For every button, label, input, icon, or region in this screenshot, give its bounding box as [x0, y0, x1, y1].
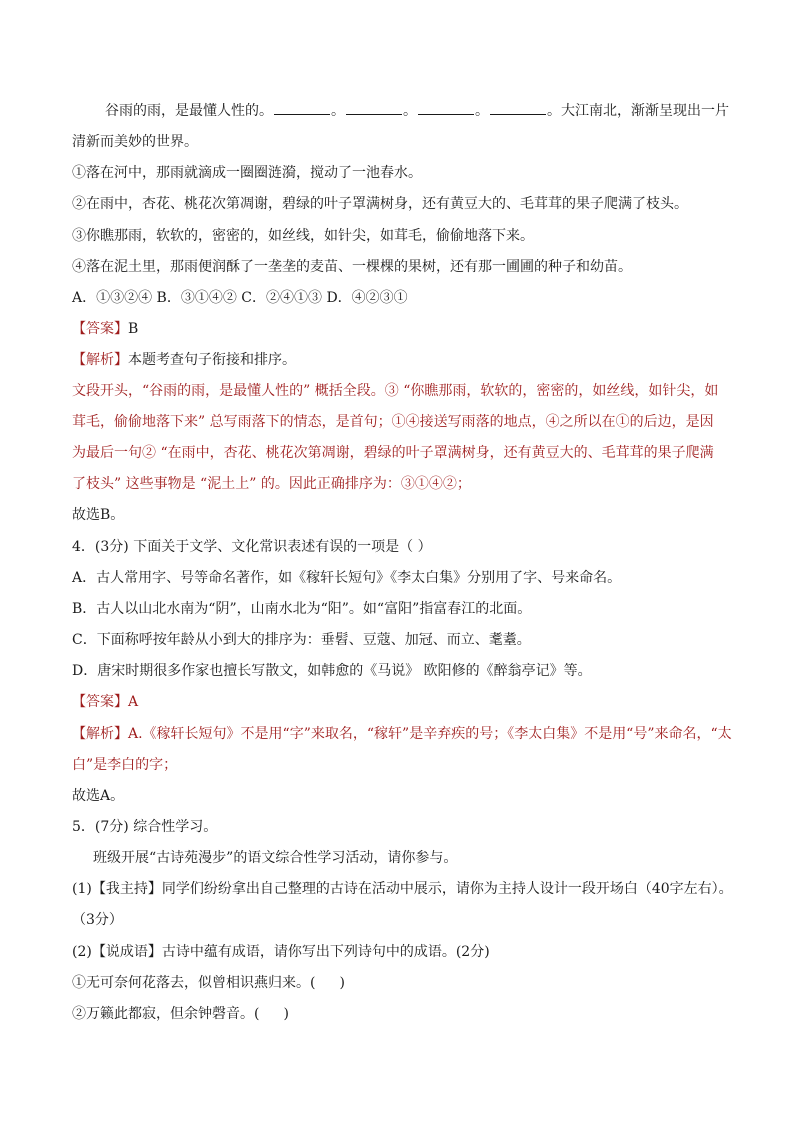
q3-analysis-line-3: 为最后一句② “在雨中，杏花、桃花次第凋谢，碧绿的叶子罩满树身，还有黄豆大的、毛茸茸的果子爬满	[72, 445, 714, 461]
q3-analysis-line-4: 了枝头” 这些事物是 “泥土上” 的。因此正确排序为：③①④②；	[72, 476, 471, 492]
blank-2[interactable]	[346, 101, 402, 115]
sentence-2: ②在雨中，杏花、桃花次第凋谢，碧绿的叶子罩满树身，还有黄豆大的、毛茸茸的果子爬满了枝头。	[72, 196, 688, 212]
q4-analysis-line-1	[72, 724, 732, 744]
q4-option-a: A．古人常用字、号等命名著作，如《稼轩长短句》《李太白集》分别用了字、号来命名。	[72, 570, 622, 586]
passage-line-1	[105, 101, 755, 121]
passage-lead: 谷雨的雨，是最懂人性的。	[105, 103, 273, 119]
analysis-intro: 本题考查句子衔接和排序。	[128, 352, 296, 368]
q4-stem: 4．(3分) 下面关于文学、文化常识表述有误的一项是（ ）	[72, 539, 432, 555]
analysis-tag: 【解析】	[72, 726, 128, 742]
blank-4[interactable]	[490, 101, 546, 115]
q5-part-1: (1)【我主持】同学们纷纷拿出自己整理的古诗在活动中展示，请你为主持人设计一段开场白（40字左右）。	[72, 881, 733, 897]
paren-close: )	[283, 1006, 289, 1022]
item-1-text: ①无可奈何花落去，似曾相识燕归来。(	[72, 975, 316, 991]
q4-option-d: D．唐宋时期很多作家也擅长写散文，如韩愈的《马说》 欧阳修的《醉翁亭记》等。	[72, 663, 592, 679]
q4-choose: 故选A。	[72, 788, 125, 804]
q4-option-b: B．古人以山北水南为“阴”，山南水北为“阳”。如“富阳”指富春江的北面。	[72, 601, 532, 617]
q5-part-2: (2)【说成语】古诗中蕴有成语，请你写出下列诗句中的成语。(2分)	[72, 944, 490, 960]
q5-part-1-score: （3分）	[72, 912, 123, 928]
q5-item-2	[72, 1004, 722, 1024]
q3-options: A．①③②④ B．③①④② C．②④①③ D．④②③①	[72, 290, 408, 306]
answer-value: B	[128, 321, 139, 337]
paren-close: )	[339, 975, 345, 991]
q4-analysis-line-2: 白”是李白的字；	[72, 757, 178, 773]
q3-analysis	[72, 350, 722, 370]
q5-stem: 5．(7分) 综合性学习。	[72, 819, 218, 835]
answer-tag: 【答案】	[72, 321, 128, 337]
passage-tail: 。大江南北，渐渐呈现出一片	[547, 103, 729, 119]
sentence-3: ③你瞧那雨，软软的，密密的，如丝线，如针尖，如茸毛，偷偷地落下来。	[72, 228, 534, 244]
q3-choose: 故选B。	[72, 507, 125, 523]
blank-1[interactable]	[274, 101, 330, 115]
blank-3[interactable]	[418, 101, 474, 115]
passage-line-2: 清新而美妙的世界。	[72, 134, 198, 150]
q3-analysis-line-2: 茸毛，偷偷地落下来” 总写雨落下的情态，是首句；①④接送写雨落的地点，④之所以在①的后边，是因	[72, 414, 714, 430]
q5-item-1	[72, 973, 722, 993]
q4-option-c: C．下面称呼按年龄从小到大的排序为：垂髫、豆蔻、加冠、而立、耄耋。	[72, 632, 531, 648]
answer-tag: 【答案】	[72, 694, 128, 710]
q3-answer	[72, 319, 722, 339]
separator: 。	[331, 103, 345, 119]
separator: 。	[403, 103, 417, 119]
q3-analysis-line-1: 文段开头，“谷雨的雨，是最懂人性的” 概括全段。③ “你瞧那雨，软软的，密密的，如丝线，如针尖，如	[72, 383, 719, 399]
sentence-1: ①落在河中，那雨就滴成一圈圈涟漪，搅动了一池春水。	[72, 165, 422, 181]
answer-value: A	[128, 694, 139, 710]
sentence-4: ④落在泥土里，那雨便润酥了一垄垄的麦苗、一棵棵的果树，还有那一圃圃的种子和幼苗。	[72, 259, 632, 275]
analysis-text: A.《稼轩长短句》不是用“字”来取名，“稼轩”是辛弃疾的号；《李太白集》不是用“号”来命名，“太	[128, 726, 732, 742]
q5-intro: 班级开展“古诗苑漫步”的语文综合性学习活动，请你参与。	[93, 850, 458, 866]
separator: 。	[475, 103, 489, 119]
item-2-text: ②万籁此都寂，但余钟磬音。(	[72, 1006, 260, 1022]
analysis-tag: 【解析】	[72, 352, 128, 368]
q4-answer	[72, 692, 722, 712]
